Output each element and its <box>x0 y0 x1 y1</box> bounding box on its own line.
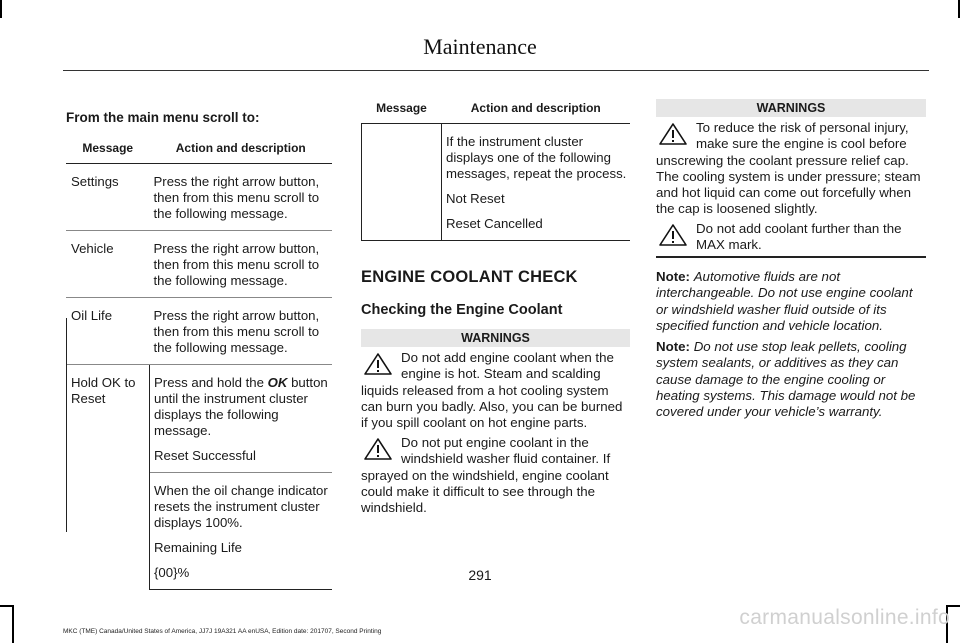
note-text: Do not use stop leak pellets, cooling system sealants, or additives as they can cause damage to the engine cooling or heating systems. This damage would not be covered under your vehicle’s warranty. <box>656 339 916 420</box>
crop-mark <box>0 0 2 18</box>
column-header-action: Action and description <box>442 100 631 124</box>
warning-item <box>656 221 926 254</box>
footer-edition-info: MKC (TME) Canada/United States of America, JJ7J 19A321 AA enUSA, Edition date: 201707, Second Printing <box>63 628 382 635</box>
left-message-table <box>66 140 332 590</box>
column-header-message: Message <box>362 100 442 124</box>
warning-item <box>361 435 630 516</box>
action-text <box>154 375 332 439</box>
page-title: Maintenance <box>423 34 537 59</box>
note-label: Note: <box>656 269 690 284</box>
header-divider <box>63 70 929 71</box>
warning-triangle-icon <box>658 223 688 247</box>
intro-text: From the main menu scroll to: <box>66 110 260 125</box>
warning-text: To reduce the risk of personal injury, make sure the engine is cool before unscrewing the coolant pressure relief cap. The cooling system is under pressure; steam and hot liquid can come out forcefully when the cap is loosened slightly. <box>656 120 921 217</box>
table-vertical-rule <box>66 318 67 532</box>
message-cell: Settings <box>66 164 150 231</box>
action-text: When the oil change indicator resets the instrument cluster displays 100%. <box>154 483 328 530</box>
middle-message-table <box>361 100 630 241</box>
table-row <box>66 164 332 231</box>
subsection-title: Checking the Engine Coolant <box>361 302 563 318</box>
action-cell <box>150 365 333 473</box>
warnings-header: WARNINGS <box>361 329 630 347</box>
action-text: If the instrument cluster displays one of the following messages, repeat the process. <box>446 134 627 181</box>
action-text: {00}% <box>154 565 190 580</box>
note <box>656 339 926 420</box>
action-text: Reset Cancelled <box>446 216 543 231</box>
warning-item <box>361 350 630 431</box>
warnings-bottom-rule <box>656 256 926 258</box>
watermark: carmanualsonline.info <box>739 606 950 629</box>
note-text: Automotive fluids are not interchangeable. Do not use engine coolant or windshield washer fluid outside of its specified function and vehicle location. <box>656 269 913 333</box>
ok-button-label: OK <box>267 375 288 390</box>
note-label: Note: <box>656 339 690 354</box>
warning-text: Do not add engine coolant when the engine is hot. Steam and scalding liquids released from a hot cooling system can burn you badly. Also, you can be burned if you spill coolant on hot engine parts. <box>361 350 623 431</box>
warning-text: Do not add coolant further than the MAX mark. <box>696 221 902 253</box>
table-row <box>66 231 332 298</box>
action-text: Reset Successful <box>154 448 256 463</box>
section-title: ENGINE COOLANT CHECK <box>361 268 578 286</box>
action-text: Press the right arrow button, then from this menu scroll to the following message. <box>153 241 320 288</box>
action-cell <box>150 164 333 231</box>
action-cell <box>442 124 631 241</box>
message-cell: Vehicle <box>66 231 150 298</box>
warning-triangle-icon <box>363 437 393 461</box>
crop-mark <box>0 605 14 607</box>
warnings-header: WARNINGS <box>656 99 926 117</box>
table-row <box>66 298 332 365</box>
table-row <box>66 365 332 473</box>
action-cell <box>150 231 333 298</box>
table-row <box>362 124 631 241</box>
action-text-prefix: Press and hold the <box>154 375 268 390</box>
column-header-message: Message <box>66 140 150 164</box>
action-cell <box>150 298 333 365</box>
action-text: Not Reset <box>446 191 505 206</box>
warning-triangle-icon <box>658 122 688 146</box>
note <box>656 269 926 334</box>
action-text: Remaining Life <box>154 540 242 555</box>
column-header-action: Action and description <box>150 140 333 164</box>
action-text: Press the right arrow button, then from this menu scroll to the following message. <box>153 174 320 221</box>
message-cell: Hold OK to Reset <box>66 365 150 590</box>
action-text-suffix: button until the instrument cluster displays the following message. <box>154 375 328 438</box>
crop-mark <box>12 605 14 643</box>
warning-triangle-icon <box>363 352 393 376</box>
page-number: 291 <box>468 567 492 583</box>
warning-item <box>656 120 926 218</box>
message-cell <box>362 124 442 241</box>
action-text: Press the right arrow button, then from this menu scroll to the following message. <box>153 308 320 355</box>
warning-text: Do not put engine coolant in the windshield washer fluid container. If sprayed on the windshield, engine coolant could make it difficult to see through the windshield. <box>361 435 611 516</box>
message-cell: Oil Life <box>66 298 150 365</box>
